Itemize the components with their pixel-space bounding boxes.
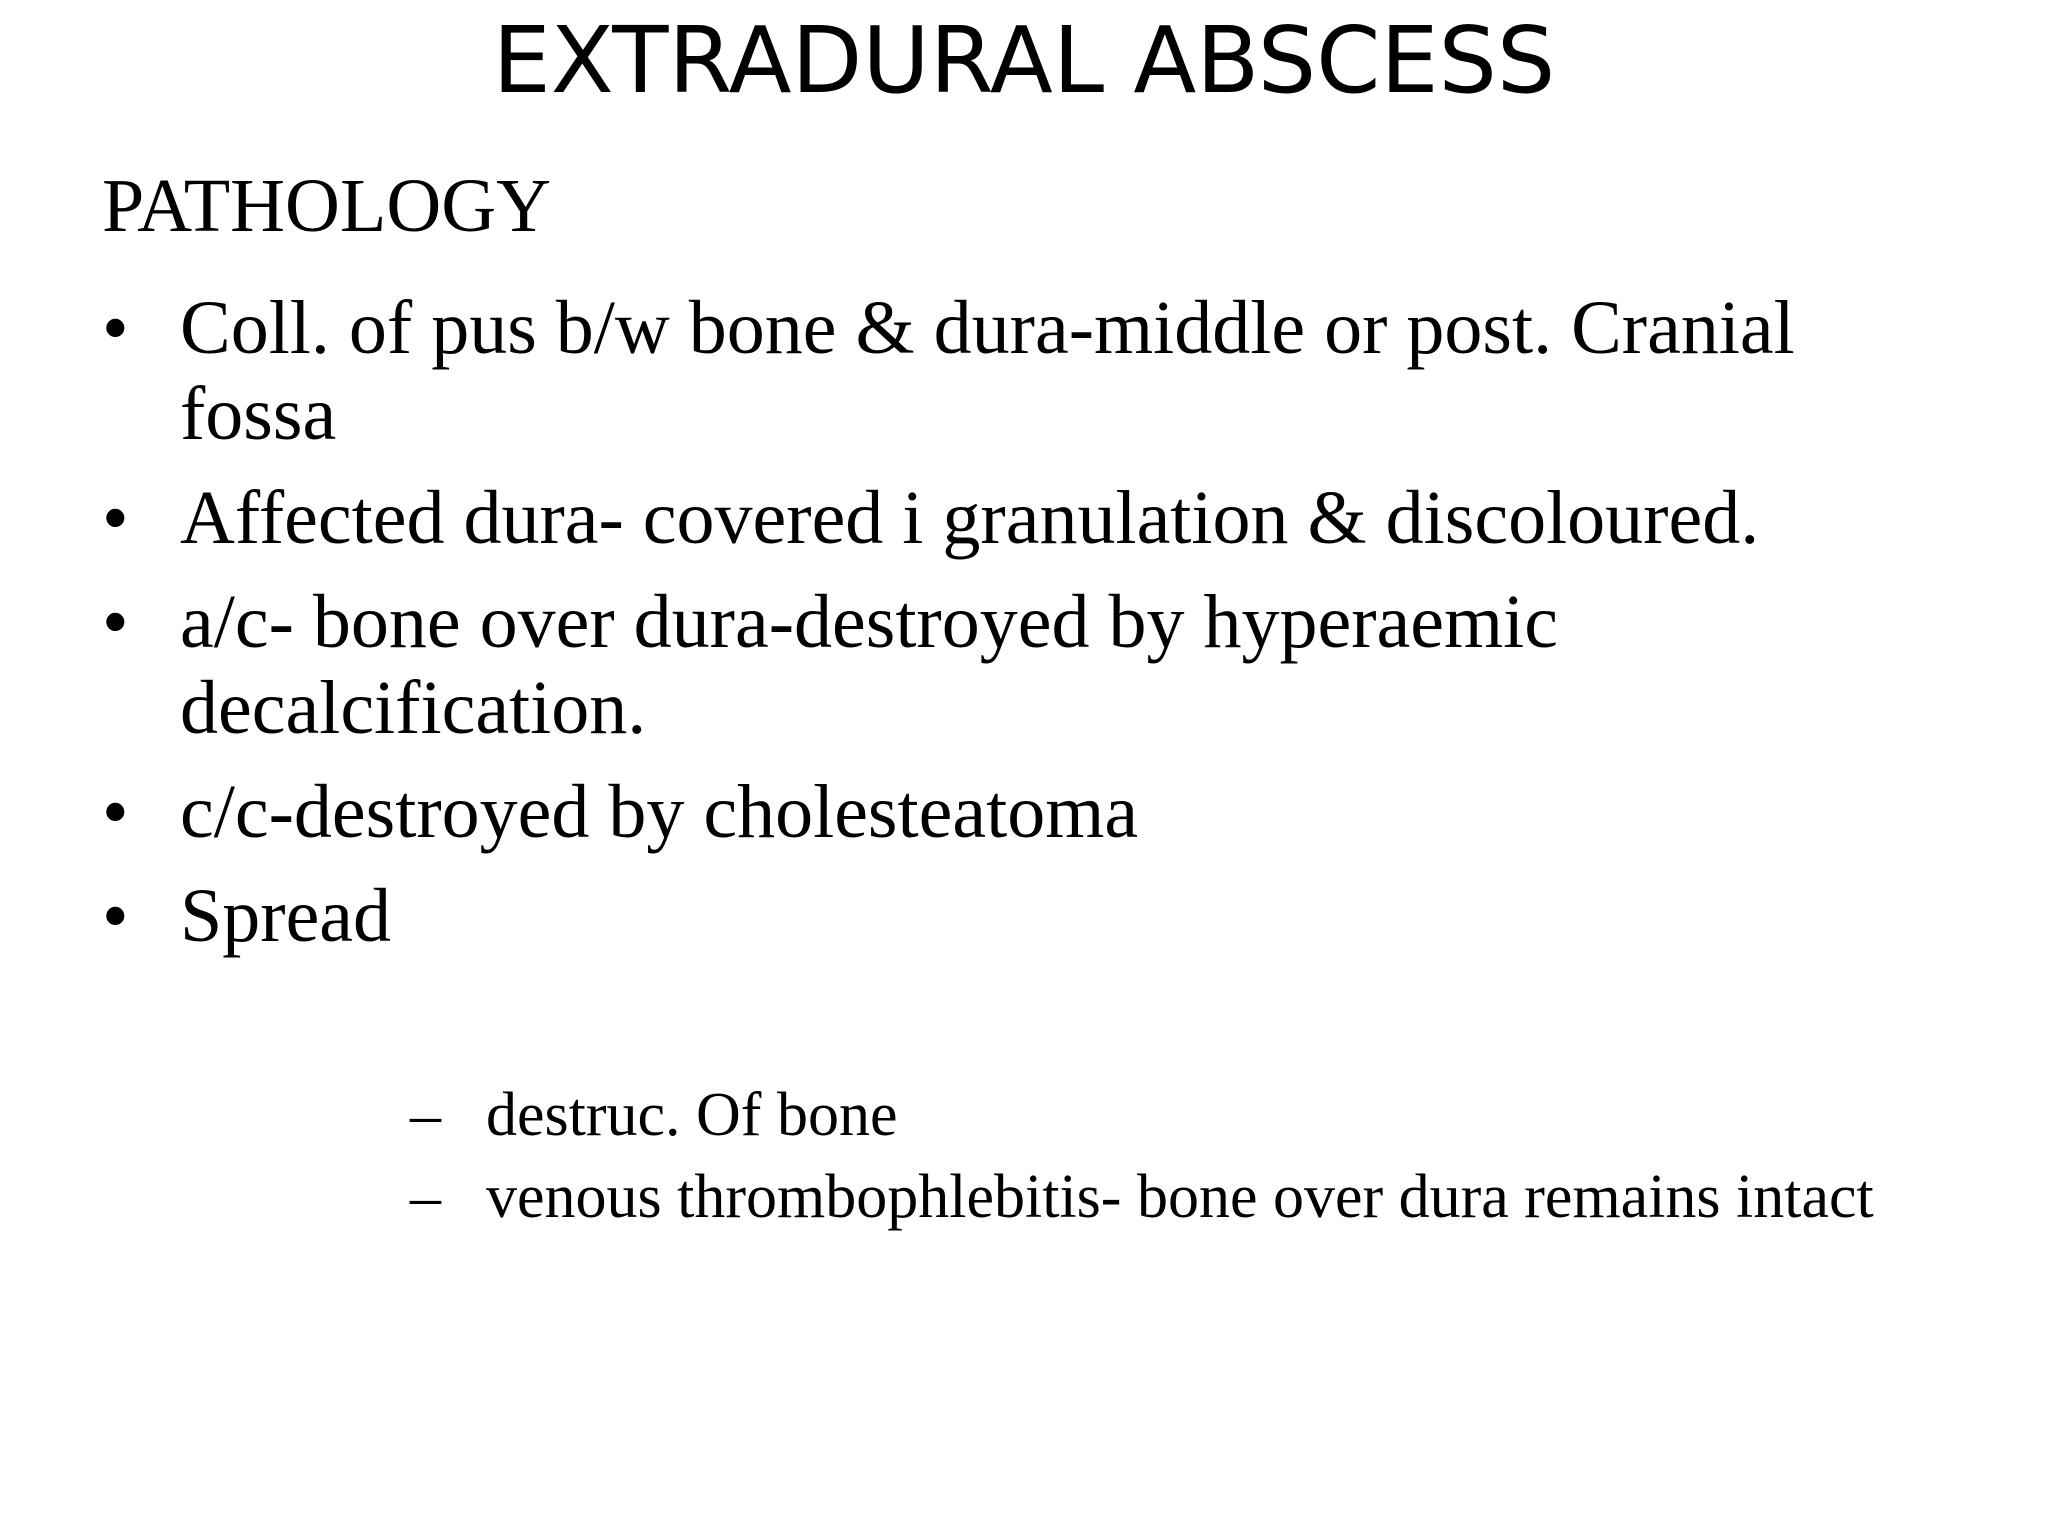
bullet-item (102, 475, 1962, 561)
bullet-text: Affected dura- covered i granulation & discoloured. (180, 476, 1760, 560)
sub-bullet-item (410, 1080, 1910, 1150)
bullet-marker: • (102, 476, 129, 560)
dash-marker: – (410, 1081, 441, 1149)
bullet-list (102, 285, 1962, 977)
bullet-item (102, 769, 1962, 855)
sub-bullet-list (410, 1080, 1910, 1244)
bullet-item (102, 579, 1962, 751)
bullet-text: c/c-destroyed by cholesteatoma (180, 770, 1139, 854)
bullet-text: Spread (180, 874, 392, 958)
bullet-marker: • (102, 770, 129, 854)
bullet-item (102, 285, 1962, 457)
sub-bullet-text: destruc. Of bone (486, 1081, 898, 1149)
dash-marker: – (410, 1163, 441, 1231)
bullet-marker: • (102, 874, 129, 958)
sub-bullet-item (410, 1162, 1910, 1232)
section-heading: PATHOLOGY (102, 164, 552, 248)
bullet-text: a/c- bone over dura-destroyed by hyperaemic decalcification. (180, 580, 1558, 750)
slide-title: EXTRADURAL ABSCESS (492, 7, 1556, 114)
bullet-marker: • (102, 286, 129, 370)
sub-bullet-text: venous thrombophlebitis- bone over dura remains intact (486, 1163, 1874, 1231)
bullet-item (102, 873, 1962, 959)
bullet-text: Coll. of pus b/w bone & dura-middle or post. Cranial fossa (180, 286, 1795, 456)
bullet-marker: • (102, 580, 129, 664)
